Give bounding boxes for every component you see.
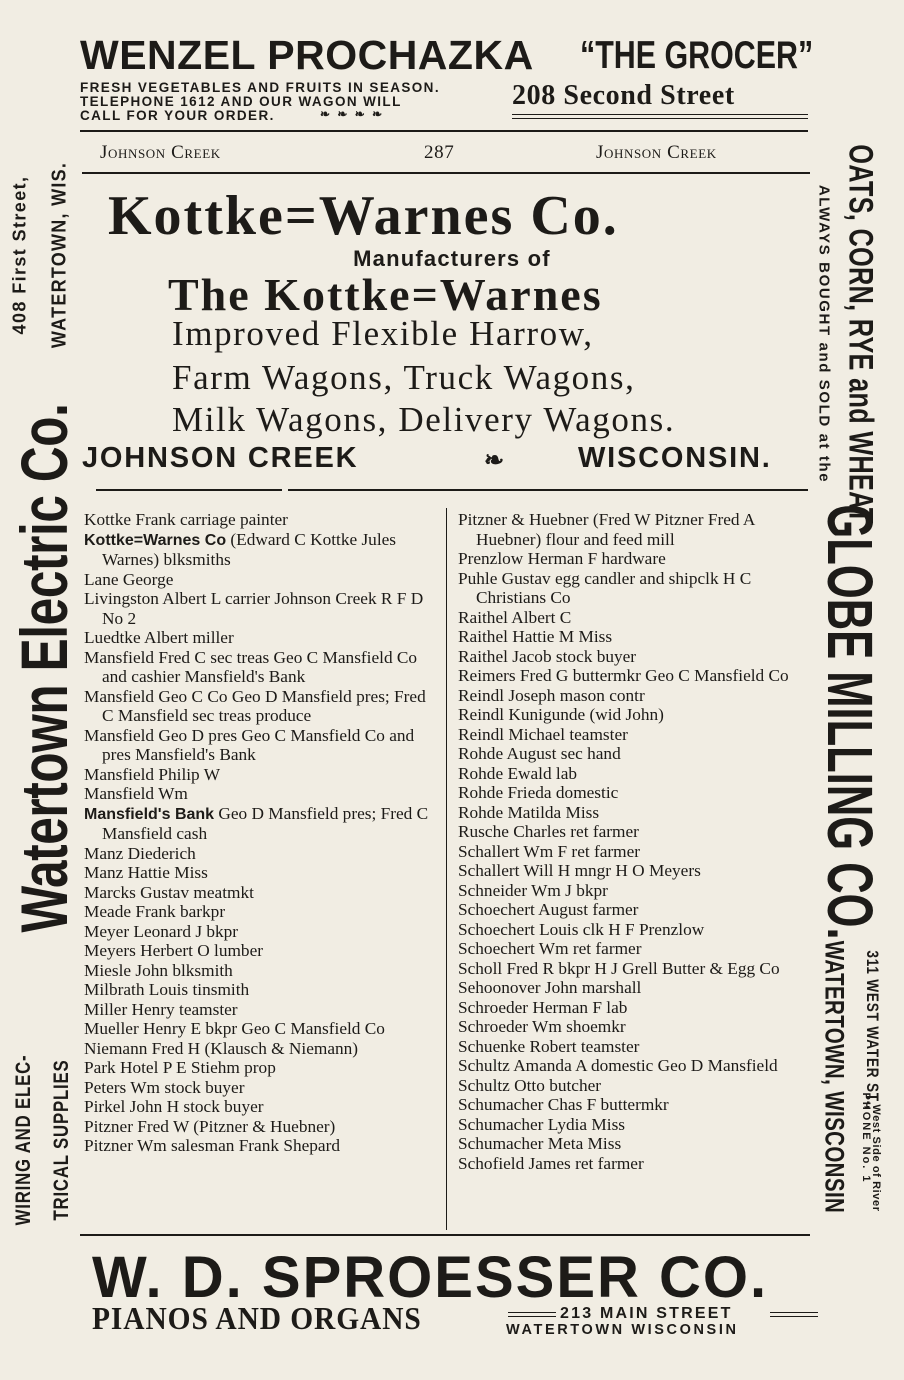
directory-entry xyxy=(84,570,432,590)
right-ad-line-2: ALWAYS BOUGHT and SOLD at the xyxy=(815,184,833,484)
directory-entry xyxy=(458,1056,810,1076)
entry-text: Miesle John blksmith xyxy=(84,960,233,980)
directory-entry xyxy=(84,510,432,530)
directory-entry xyxy=(84,726,432,765)
directory-entry xyxy=(84,1000,432,1020)
directory-entry xyxy=(84,961,432,981)
right-ad-note-2: PHONE No. 1 xyxy=(860,1092,872,1184)
entry-text: Livingston Albert L carrier Johnson Creek R F D No 2 xyxy=(84,589,424,628)
entry-text: (Edward C Kottke Jules Warnes) blksmiths xyxy=(102,529,397,569)
left-ad-line-2: TRICAL SUPPLIES xyxy=(50,1059,73,1221)
address-dash xyxy=(770,1316,818,1317)
entry-text: Manz Hattie Miss xyxy=(84,863,208,882)
entry-text: Mansfield Philip W xyxy=(84,764,221,784)
top-ad-line-3: CALL FOR YOUR ORDER. xyxy=(80,108,275,123)
directory-entry xyxy=(84,844,432,864)
entry-text: Schumacher Lydia Miss xyxy=(458,1114,626,1134)
entry-business-name: Kottke=Warnes Co xyxy=(84,531,227,549)
directory-entry xyxy=(84,922,432,942)
entry-text: Rohde Ewald lab xyxy=(458,763,578,783)
entry-text: Reindl Kunigunde (wid John) xyxy=(458,705,664,724)
entry-text: Raithel Hattie M Miss xyxy=(458,627,613,646)
directory-entry xyxy=(84,1058,432,1078)
entry-text: Reindl Michael teamster xyxy=(458,724,628,744)
directory-entry xyxy=(84,883,432,903)
directory-column-left xyxy=(84,510,432,1156)
directory-entry xyxy=(458,627,810,647)
right-ad-company: GLOBE MILLING CO. xyxy=(814,504,886,940)
entry-text: Schoechert Louis clk H F Prenzlow xyxy=(458,919,705,939)
directory-entry xyxy=(84,941,432,961)
address-rule xyxy=(512,118,808,119)
entry-text: Schroeder Herman F lab xyxy=(458,997,628,1017)
entry-text: Mansfield Fred C sec treas Geo C Mansfield Co and cashier Mansfield's Bank xyxy=(84,647,418,686)
directory-entry xyxy=(458,666,810,686)
entry-text: Milbrath Louis tinsmith xyxy=(84,980,250,999)
right-ad-line-1: OATS, CORN, RYE and WHEAT xyxy=(841,144,880,524)
directory-entry xyxy=(458,1154,810,1174)
entry-text: Rohde Matilda Miss xyxy=(458,802,600,822)
directory-entry xyxy=(458,608,810,628)
directory-entry xyxy=(458,1017,810,1037)
top-ad-line-2: TELEPHONE 1612 AND OUR WAGON WILL xyxy=(80,94,402,109)
bottom-ad-line: PIANOS AND ORGANS xyxy=(92,1300,422,1336)
entry-text: Lane George xyxy=(84,569,174,589)
directory-entry xyxy=(458,705,810,725)
left-ad-line-1: WIRING AND ELEC- xyxy=(12,1054,35,1226)
directory-entry xyxy=(458,510,810,549)
left-ad-address-2: WATERTOWN, WIS. xyxy=(48,161,71,349)
entry-text: Raithel Jacob stock buyer xyxy=(458,646,637,666)
center-ad-rule-left xyxy=(96,489,282,491)
center-ad-line-2: Farm Wagons, Truck Wagons, xyxy=(172,358,636,397)
directory-entry xyxy=(84,648,432,687)
directory-entry xyxy=(458,744,810,764)
entry-text: Raithel Albert C xyxy=(458,607,572,627)
entry-text: Schultz Amanda A domestic Geo D Mansfield xyxy=(458,1056,778,1075)
entry-text: Mansfield Geo C Co Geo D Mansfield pres; Fred C Mansfield sec treas produce xyxy=(84,686,426,725)
center-ad-city: JOHNSON CREEK xyxy=(82,442,359,474)
page-number: 287 xyxy=(424,142,455,163)
right-ad-note-1: West Side of River xyxy=(870,1104,882,1212)
right-ad-address-1: 311 WEST WATER ST., xyxy=(863,950,882,1110)
entry-text: Rusche Charles ret farmer xyxy=(458,822,639,841)
directory-entry xyxy=(458,647,810,667)
directory-entry xyxy=(458,939,810,959)
left-ad-company: Watertown Electric Co. xyxy=(7,403,81,933)
center-ad-manufacturers-of: Manufacturers of xyxy=(353,246,551,271)
directory-entry xyxy=(84,1097,432,1117)
bottom-ad-address-1: 213 MAIN STREET xyxy=(560,1305,733,1322)
entry-text: Scholl Fred R bkpr H J Grell Butter & Egg Co xyxy=(458,958,780,978)
center-ad-product: The Kottke=Warnes xyxy=(168,269,603,320)
center-ad-ornament: ❧ xyxy=(484,447,506,474)
entry-text: Geo D Mansfield pres; Fred C Mansfield cash xyxy=(102,803,429,843)
entry-text: Prenzlow Herman F hardware xyxy=(458,549,666,568)
left-ad-address-1: 408 First Street, xyxy=(9,175,30,335)
entry-text: Schoechert August farmer xyxy=(458,900,639,919)
directory-entry xyxy=(458,978,810,998)
directory-entry xyxy=(84,784,432,804)
directory-entry xyxy=(458,1095,810,1115)
directory-entry xyxy=(458,725,810,745)
entry-text: Schultz Otto butcher xyxy=(458,1075,602,1095)
directory-entry xyxy=(458,783,810,803)
entry-text: Schumacher Meta Miss xyxy=(458,1134,622,1153)
entry-text: Meade Frank barkpr xyxy=(84,902,226,921)
address-dash xyxy=(508,1312,556,1313)
entry-text: Schoechert Wm ret farmer xyxy=(458,939,642,958)
entry-text: Luedtke Albert miller xyxy=(84,628,234,647)
directory-entry xyxy=(458,959,810,979)
directory-entry xyxy=(458,920,810,940)
entry-text: Pitzner Fred W (Pitzner & Huebner) xyxy=(84,1116,336,1136)
entry-text: Puhle Gustav egg candler and shipclk H C Christians Co xyxy=(458,568,752,607)
column-divider xyxy=(446,508,447,1230)
entry-text: Sehoonover John marshall xyxy=(458,978,642,997)
directory-entry xyxy=(458,686,810,706)
directory-entry xyxy=(458,764,810,784)
directory-entry xyxy=(84,765,432,785)
directory-entry xyxy=(458,549,810,569)
entry-text: Kottke Frank carriage painter xyxy=(84,510,288,529)
directory-entry xyxy=(84,1117,432,1137)
right-ad-address-2: WATERTOWN, WISCONSIN xyxy=(819,940,850,1214)
directory-entry xyxy=(458,1115,810,1135)
entry-text: Pirkel John H stock buyer xyxy=(84,1097,264,1116)
directory-entry xyxy=(84,628,432,648)
directory-entry xyxy=(84,902,432,922)
entry-text: Mueller Henry E bkpr Geo C Mansfield Co xyxy=(84,1019,385,1038)
top-ad-line-1: FRESH VEGETABLES AND FRUITS IN SEASON. xyxy=(80,80,440,95)
entry-text: Marcks Gustav meatmkt xyxy=(84,882,254,902)
entry-text: Peters Wm stock buyer xyxy=(84,1077,245,1097)
running-head-right: Johnson Creek xyxy=(596,142,717,163)
entry-text: Schallert Will H mngr H O Meyers xyxy=(458,861,701,880)
entry-text: Rohde August sec hand xyxy=(458,744,621,763)
entry-text: Schumacher Chas F buttermkr xyxy=(458,1095,669,1114)
directory-entry xyxy=(458,881,810,901)
address-rule xyxy=(512,114,808,115)
entry-text: Schofield James ret farmer xyxy=(458,1153,644,1173)
center-ad-state: WISCONSIN. xyxy=(578,442,772,474)
directory-entry xyxy=(458,569,810,608)
bottom-ad-company: W. D. SPROESSER CO. xyxy=(92,1245,769,1310)
entry-text: Niemann Fred H (Klausch & Niemann) xyxy=(84,1038,359,1058)
directory-entry xyxy=(84,863,432,883)
directory-entry xyxy=(458,1134,810,1154)
directory-entry xyxy=(84,1136,432,1156)
directory-entry xyxy=(458,1076,810,1096)
directory-entry xyxy=(84,530,432,570)
entry-business-name: Mansfield's Bank xyxy=(84,805,215,823)
entry-text: Pitzner Wm salesman Frank Shepard xyxy=(84,1136,340,1155)
entry-text: Mansfield Wm xyxy=(84,784,188,803)
entry-text: Schallert Wm F ret farmer xyxy=(458,841,641,861)
bottom-ad-address-2: WATERTOWN WISCONSIN xyxy=(506,1322,739,1338)
entry-text: Reimers Fred G buttermkr Geo C Mansfield Co xyxy=(458,666,789,685)
address-dash xyxy=(508,1316,556,1317)
entry-text: Manz Diederich xyxy=(84,843,196,863)
directory-entry xyxy=(458,822,810,842)
entry-text: Meyer Leonard J bkpr xyxy=(84,921,239,941)
directory-entry xyxy=(458,900,810,920)
entry-text: Schneider Wm J bkpr xyxy=(458,880,608,900)
directory-entry xyxy=(458,861,810,881)
entry-text: Miller Henry teamster xyxy=(84,999,238,1019)
top-ad-name: WENZEL PROCHAZKA xyxy=(80,32,534,78)
entry-text: Schroeder Wm shoemkr xyxy=(458,1017,626,1036)
center-ad-line-1: Improved Flexible Harrow, xyxy=(172,314,594,353)
head-rule xyxy=(82,172,810,174)
directory-entry xyxy=(84,687,432,726)
directory-entry xyxy=(84,1078,432,1098)
directory-entry xyxy=(458,803,810,823)
entry-text: Reindl Joseph mason contr xyxy=(458,685,645,705)
top-ad-divider xyxy=(80,130,808,132)
directory-entry xyxy=(84,804,432,844)
address-dash xyxy=(770,1312,818,1313)
directory-entry xyxy=(84,980,432,1000)
entry-text: Meyers Herbert O lumber xyxy=(84,941,263,960)
top-ad-address: 208 Second Street xyxy=(512,80,735,111)
directory-entry xyxy=(84,1019,432,1039)
entry-text: Pitzner & Huebner (Fred W Pitzner Fred A Huebner) flour and feed mill xyxy=(458,510,755,549)
center-ad-line-3: Milk Wagons, Delivery Wagons. xyxy=(172,400,676,439)
top-ad-tagline: “THE GROCER” xyxy=(580,34,814,77)
entry-text: Rohde Frieda domestic xyxy=(458,783,619,802)
directory-entry xyxy=(84,589,432,628)
directory-entry xyxy=(84,1039,432,1059)
bottom-ad-divider xyxy=(80,1234,810,1236)
directory-entry xyxy=(458,998,810,1018)
center-ad-rule-right xyxy=(288,489,808,491)
entry-text: Schuenke Robert teamster xyxy=(458,1036,640,1056)
running-head-left: Johnson Creek xyxy=(100,142,221,163)
entry-text: Park Hotel P E Stiehm prop xyxy=(84,1058,276,1077)
directory-entry xyxy=(458,1037,810,1057)
entry-text: Mansfield Geo D pres Geo C Mansfield Co and pres Mansfield's Bank xyxy=(84,725,415,764)
directory-entry xyxy=(458,842,810,862)
directory-column-right xyxy=(458,510,810,1173)
top-ad-ornaments: ❧ ❧ ❧ ❧ xyxy=(320,107,385,121)
center-ad-company: Kottke=Warnes Co. xyxy=(108,185,619,247)
